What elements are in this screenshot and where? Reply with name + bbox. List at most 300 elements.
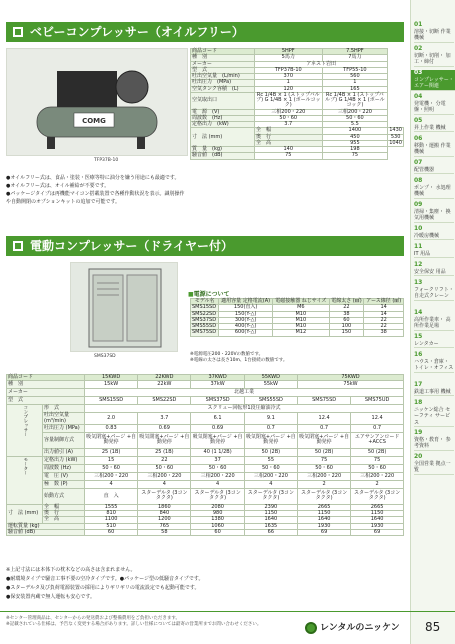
sidebar-item-number: 17 [414, 381, 423, 388]
cell: 1860 [138, 504, 191, 510]
table-row [7, 381, 404, 389]
cell: 50・60 [138, 464, 191, 472]
dims-group: 寸 法 (mm) [191, 128, 255, 147]
column-header: 55KWD [244, 375, 297, 381]
sidebar-item-number: 04 [414, 93, 423, 100]
cell: 全 高 [255, 140, 323, 146]
cell: M10 [273, 311, 329, 317]
cell: 吸気閉塞+パージ +自動発停 [244, 432, 297, 448]
cell: 吸気閉塞+パージ +自動発停 [138, 432, 191, 448]
column-header: 15KWD [84, 375, 137, 381]
group-motor: モーター [7, 456, 43, 504]
square-icon [13, 241, 23, 251]
cell: 吐出空気量 (m³/min) [43, 413, 85, 425]
sidebar-item-label: 鉄道工事用 機械 [414, 388, 451, 395]
sidebar-item-16[interactable] [414, 352, 454, 373]
cell: 電 源 (V) [191, 109, 255, 115]
cell: 75 [322, 153, 388, 159]
sidebar-item-number: 10 [414, 225, 423, 232]
cell: SMS37SD [191, 317, 219, 323]
cell: 25 (1B) [84, 448, 137, 456]
column-header: 電磁接触器 ねじサイズ [273, 299, 329, 305]
cell: 0.69 [138, 424, 191, 432]
sidebar-item-number: 03 [414, 69, 423, 76]
power-title: ■電源について [188, 291, 230, 298]
cell: エアサンアンロード +ACCS [351, 432, 404, 448]
table-row [7, 472, 404, 480]
cell: 0.7 [297, 424, 350, 432]
cell: 2 [351, 480, 404, 488]
cell: 58 [138, 529, 191, 535]
cell: 5馬力 [255, 55, 323, 61]
sidebar-item-number: 16 [414, 351, 423, 358]
footer-legal: ※センター管理商品は、センターからの発送費および整備費用をご負担いただきます。 ※記載されている仕様は、予告なく変更する場合があります。詳しい仕様については最寄の営業所までお問い合わせください。 [6, 616, 262, 627]
sidebar-item-label: ハウス・倉庫・ トイレ・オフィス [414, 358, 454, 371]
cell: 吐出圧力 (MPa) [43, 424, 85, 432]
cell: 75 [297, 456, 350, 464]
cell: SMS55SD [191, 324, 219, 330]
photo2-caption: SMS37SD [94, 354, 116, 359]
column-header: アース線径 (㎟) [364, 299, 404, 305]
dims-group: 寸 法 (mm) [7, 504, 43, 523]
table-row [7, 529, 404, 535]
cell: 7馬力 [322, 55, 388, 61]
cell: 1430 [389, 127, 402, 134]
sidebar-item-14[interactable] [414, 310, 454, 331]
cell: 12.4 [351, 413, 404, 425]
sidebar-item-03[interactable] [411, 70, 455, 91]
column-header: モデル名 [191, 299, 219, 305]
sidebar-item-label: IT 用品 [414, 250, 431, 257]
cell: 1 [255, 80, 323, 86]
photo-label: COMG [82, 117, 106, 125]
cell: 22 [138, 456, 191, 464]
cell: 三相200・220 [138, 472, 191, 480]
cell: 50・60 [84, 464, 137, 472]
cell: 0.7 [244, 424, 297, 432]
cell: スターデルタ (3コンタクタ) [191, 488, 244, 504]
cell: 22 [364, 324, 404, 330]
cell: スターデルタ (3コンタクタ) [297, 488, 350, 504]
category-sidebar [410, 0, 455, 644]
cell: 198 [322, 147, 388, 153]
cell: 三相200・220 [297, 472, 350, 480]
group-compressor: コンプレッサー [7, 405, 43, 457]
cell: 4 [138, 480, 191, 488]
cell: 400(Y-△) [219, 324, 273, 330]
cell: 3.7 [255, 122, 323, 128]
cell: 4 [84, 480, 137, 488]
cell: 2665 [297, 504, 350, 510]
cell: 三相200・220 [191, 472, 244, 480]
cell: 奥 行 [43, 511, 85, 517]
cell: 1640 [297, 517, 350, 523]
cell: 14 [364, 305, 404, 311]
cell: 2.0 [84, 413, 137, 425]
cell: 50 (2B) [351, 448, 404, 456]
cell: 1 [322, 80, 388, 86]
cell: 三相200・220 [84, 472, 137, 480]
cell: 2665 [351, 504, 404, 510]
cell: 三相200・220 [255, 109, 323, 115]
cell: 吸気閉塞+パージ +自動発停 [297, 432, 350, 448]
cell: 165 [322, 86, 388, 92]
sidebar-item-09[interactable] [414, 202, 454, 223]
cell: 40 (1 1/2B) [191, 448, 244, 456]
cell: 600(Y-△) [219, 330, 273, 336]
column-header: 商品コード [7, 375, 85, 381]
logo-icon [305, 622, 317, 634]
cell: 810 [84, 511, 137, 517]
cell: 1635 [244, 523, 297, 529]
package-compressor-illustration [71, 263, 179, 353]
sidebar-item-label: 発電機・ 分電盤・照明 [414, 100, 446, 113]
cell: 75 [255, 153, 323, 159]
cell: 1150 [297, 511, 350, 517]
cell: 吸気閉塞+パージ +自動発停 [84, 432, 137, 448]
cell: 奥 行 [255, 134, 323, 140]
cell: 1930 [351, 523, 404, 529]
cell: 150 [329, 330, 364, 336]
sidebar-item-label: 昇上作業 機械 [414, 124, 446, 131]
cell: 空気タンク容積 (L) [191, 86, 255, 92]
cell: 50・60 [191, 464, 244, 472]
cell: 定格出力 (kW) [43, 456, 85, 464]
section1-notes: ●オイルフリー式は、食品・塗装・医療等特に油分を嫌う用途にも最適です。 ●オイルフリー式は、オイル補給が不要です。 ●パッケージタイプは再機能マイコン搭載装置で各種作動状況を表示。識別操作や自動開閉のオプションキットの追加で可能です。 [6, 175, 185, 205]
cell: 定格出力 (kW) [191, 122, 255, 128]
sidebar-item-number: 02 [414, 45, 423, 52]
cell: 50 (2B) [297, 448, 350, 456]
column-header: 電線太さ (㎟) [329, 299, 364, 305]
cell: SMS75UD [351, 397, 404, 405]
table-row [7, 424, 404, 432]
cell: 北越工業 [84, 389, 403, 397]
page-footer [0, 611, 455, 644]
cell: 370 [255, 74, 323, 80]
sidebar-item-label: ポンプ・ 水処理機械 [414, 184, 451, 197]
cell: 530 [388, 134, 404, 140]
cell: スターデルタ (3コンタクタ) [351, 488, 404, 504]
sidebar-item-15[interactable] [414, 334, 454, 348]
spec-table [6, 374, 404, 536]
section2-title: 電動コンプレッサー（ドライヤー付） [30, 239, 234, 253]
sidebar-item-number: 11 [414, 243, 423, 250]
cell: 三相200・220 [244, 472, 297, 480]
column-header: 22KWD [138, 375, 191, 381]
cell: 1060 [191, 523, 244, 529]
sidebar-item-number: 14 [414, 309, 423, 316]
cell: 空気取出口 [191, 92, 255, 109]
table-row [7, 389, 404, 397]
cell: 直 入 [84, 488, 137, 504]
cell: 60 [84, 529, 137, 535]
cell: SMS37SD [191, 397, 244, 405]
sidebar-item-04[interactable] [414, 94, 454, 115]
cell: 吐出圧力 (MPa) [191, 80, 255, 86]
cell: 9.1 [244, 413, 297, 425]
sidebar-item-number: 07 [414, 159, 423, 166]
sidebar-item-number: 18 [414, 399, 423, 406]
table-row [7, 480, 404, 488]
cell: 騒音値 (dB) [191, 153, 255, 159]
cell: 容量制御方式 [43, 432, 85, 448]
cell: 1040 [389, 139, 402, 146]
sidebar-item-label: 移動・運搬 作業機械 [414, 142, 451, 155]
cell: スターデルタ (3コンタクタ) [138, 488, 191, 504]
table-row [7, 413, 404, 425]
column-header: 適用容量 定格電流(A) [219, 299, 273, 305]
cell: 50 (2B) [244, 448, 297, 456]
cell: M10 [273, 324, 329, 330]
sidebar-item-label: 高所作業車・ 高所作業足場 [414, 316, 451, 329]
sidebar-item-label: 全国営業 拠点一覧 [414, 460, 451, 473]
section2-banner [6, 236, 404, 256]
sidebar-item-label: コンプレッサー・ エアー関連 [414, 76, 454, 89]
sidebar-item-label: 溶接・切断 作業機械 [414, 28, 451, 41]
compressor-illustration [7, 49, 189, 157]
cell: 12.4 [297, 413, 350, 425]
cell: 1200 [138, 517, 191, 523]
cell: 510 [84, 523, 137, 529]
cell: アネスト岩田 [255, 61, 388, 67]
photo1-caption: TFP37B-10 [94, 158, 119, 163]
power-table [190, 298, 404, 337]
cell: 765 [138, 523, 191, 529]
sidebar-item-12[interactable] [414, 262, 454, 276]
table-row [7, 456, 404, 464]
sidebar-item-number: 15 [414, 333, 423, 340]
cell: メーカー [7, 389, 85, 397]
cell: SMS15SD [84, 397, 137, 405]
cell: 60 [329, 317, 364, 323]
sidebar-item-label: 資格・教育・ 参考資料 [414, 436, 451, 449]
cell: 75kW [297, 381, 403, 389]
sms-photo [70, 262, 178, 352]
section1-banner [6, 22, 404, 42]
cell: SMS22SD [191, 311, 219, 317]
cell: 25 (1B) [138, 448, 191, 456]
baby-compressor-table: 商品コード 5HPF 7.5HPF 種 別 5馬力 7馬力 メーカー アネスト岩田 型 式 TFP37B-10 TFP55-10 吐出空気量 (L/min) 370 560 吐出圧力 (MPa) 1 1 空気タンク容積 (L) 120 165 空気取出口 Rc 1/4B × 1 (ストップバルブ) G 1/4B × 1 (ボールコック) Rc 1/4B × 1 (ストップバルブ) G 1/4B × 1 (ボールコック) 電 源 (V) 三相200・220 三相200・220 周波数 (Hz) 50・60 50・60 定格出力 (kW) 3.7 5.5 寸 法 (mm) 全 幅 1400 1430 奥 行 450 530 全 高 955 1040 質 量 (kg) 140 198 騒音値 (dB) 75 75 [192, 48, 402, 159]
cell: 69 [297, 529, 350, 535]
sidebar-item-label: レンタカー [414, 340, 439, 347]
cell: 66 [244, 529, 297, 535]
sidebar-item-label: 安全保安 用品 [414, 268, 446, 275]
cell: 1640 [244, 517, 297, 523]
sidebar-item-label: 清掃・集塵・ 換気用機械 [414, 208, 451, 221]
cell: Rc 1/4B × 1 (ストップバルブ) G 1/4B × 1 (ボールコック) [322, 92, 388, 109]
sidebar-item-label: 配管機器 [414, 166, 435, 173]
cell: 0.7 [351, 424, 404, 432]
cell: SMS22SD [138, 397, 191, 405]
column-header: 37KWD [191, 375, 244, 381]
compressor-photo [6, 48, 188, 156]
cell: 3.7 [138, 413, 191, 425]
cell: 1555 [84, 504, 137, 510]
table-row [191, 92, 404, 109]
page-number: 85 [425, 620, 441, 634]
cell: 1930 [297, 523, 350, 529]
cell: 全 幅 [255, 128, 323, 134]
sidebar-item-18[interactable] [414, 400, 454, 427]
cell: 2080 [191, 504, 244, 510]
cell: 三相200・220 [322, 109, 388, 115]
cell: 50・60 [351, 464, 404, 472]
cell: 50・60 [244, 464, 297, 472]
power-notes: ※電源電圧200・220Vの数値です。 ※電線の太さは長さ10m、1台接続の数値です。 [190, 352, 288, 363]
cell: 電 圧 (V) [43, 472, 85, 480]
sidebar-item-number: 06 [414, 135, 423, 142]
cell: SMS75SD [191, 330, 219, 336]
square-icon [13, 27, 23, 37]
cell: 60 [191, 529, 244, 535]
table-row [7, 488, 404, 504]
cell: 吸気閉塞+パージ +自動発停 [191, 432, 244, 448]
cell: 980 [191, 511, 244, 517]
cell: 300(Y-△) [219, 317, 273, 323]
cell: 955 [322, 140, 388, 146]
cell: TFP37B-10 [255, 67, 323, 73]
cell: 質 量 (kg) [191, 147, 255, 153]
table-row [7, 432, 404, 448]
table-row [191, 330, 404, 336]
sidebar-item-number: 05 [414, 117, 423, 124]
cell: 吐出空気量 (L/min) [191, 74, 255, 80]
cell: 120 [255, 86, 323, 92]
sidebar-item-20[interactable] [414, 454, 454, 475]
cell: 840 [138, 511, 191, 517]
cell: 0.83 [84, 424, 137, 432]
cell: 1400 [322, 128, 388, 134]
cell: 1100 [84, 517, 137, 523]
sidebar-item-02[interactable] [414, 46, 454, 67]
sidebar-item-number: 09 [414, 201, 423, 208]
cell: SMS15SD [191, 305, 219, 311]
sidebar-item-label: フォークリフト・ 自走式クレーン [414, 286, 454, 299]
sidebar-item-label: 切断・切削・ 加工・締付 [414, 52, 451, 65]
cell: 4 [244, 480, 297, 488]
cell: 1150 [351, 511, 404, 517]
cell: 38 [364, 330, 404, 336]
cell: 69 [351, 529, 404, 535]
cell: 450 [322, 134, 388, 140]
cell: 周波数 (Hz) [191, 115, 255, 121]
sidebar-item-number: 08 [414, 177, 423, 184]
cell: 50・60 [255, 115, 323, 121]
cell: 型 式 [7, 397, 85, 405]
cell: SMS55SD [244, 397, 297, 405]
cell: 1380 [191, 517, 244, 523]
column-header: 75KWD [297, 375, 403, 381]
cell: 出力値引 (A) [43, 448, 85, 456]
sidebar-item-08[interactable] [414, 178, 454, 199]
cell: 22 [329, 305, 364, 311]
cell: 0.69 [191, 424, 244, 432]
sidebar-item-number: 13 [414, 279, 423, 286]
cell: 始動方式 [43, 488, 85, 504]
cell: メーカー [191, 61, 255, 67]
sidebar-item-05[interactable] [414, 118, 454, 132]
cell: 55 [244, 456, 297, 464]
cell: 5.5 [322, 122, 388, 128]
cell: 37 [191, 456, 244, 464]
cell: 75 [351, 456, 404, 464]
cell: 22 [364, 317, 404, 323]
cell: 560 [322, 74, 388, 80]
cell: 極 数 (P) [43, 480, 85, 488]
cell: 22kW [138, 381, 191, 389]
cell: 55kW [244, 381, 297, 389]
sidebar-item-13[interactable] [414, 280, 454, 301]
cell: 150(Y-△) [219, 311, 273, 317]
cell: 騒音値 (dB) [7, 529, 85, 535]
table-row [7, 397, 404, 405]
table-row [7, 448, 404, 456]
cell: 15kW [84, 381, 137, 389]
sidebar-item-19[interactable] [414, 430, 454, 451]
cell: 全 幅 [43, 504, 85, 510]
cell: 4 [191, 480, 244, 488]
cell: M6 [273, 305, 329, 311]
cell: TFP55-10 [322, 67, 388, 73]
cell: Rc 1/4B × 1 (ストップバルブ) G 1/4B × 1 (ボールコック) [256, 91, 321, 109]
cell: 種 別 [191, 55, 255, 61]
sidebar-item-number: 01 [414, 21, 423, 28]
sidebar-item-label: 冷暖房機械 [414, 232, 440, 239]
nikken-logo: レンタルのニッケン [305, 620, 400, 634]
table-row [191, 153, 404, 159]
sidebar-item-number: 12 [414, 261, 423, 268]
cell: 周波数 (Hz) [43, 464, 85, 472]
section1-title: ベビーコンプレッサー（オイルフリー） [30, 25, 244, 39]
sidebar-item-11[interactable] [414, 244, 454, 258]
sidebar-item-06[interactable] [414, 136, 454, 157]
cell: 6.1 [191, 413, 244, 425]
cell: 1150 [244, 511, 297, 517]
cell: 1640 [351, 517, 404, 523]
cell: 種 別 [7, 381, 85, 389]
cell: 14 [364, 311, 404, 317]
sidebar-item-07[interactable] [414, 160, 454, 174]
cell: スクリュー回転形1段圧縮油冷式 [84, 405, 403, 413]
cell: 37kW [191, 381, 244, 389]
cell: 全 高 [43, 517, 85, 523]
cell: 運転質量 (kg) [7, 523, 85, 529]
cell: 100 [329, 324, 364, 330]
cell: 三相200・220 [351, 472, 404, 480]
cell: スターデルタ (3コンタクタ) [244, 488, 297, 504]
cell: SMS75SD [297, 397, 350, 405]
cell: 15 [84, 456, 137, 464]
sidebar-item-01[interactable] [414, 22, 454, 43]
cell: 型 式 [191, 67, 255, 73]
sidebar-item-17[interactable] [414, 382, 454, 396]
cell: 140 [255, 147, 323, 153]
section2-notes: ※上記寸法には本体下の枕木などの高さは含まれません。 ●耐環境タイプで騒音工事不要の空冷タイプです。●パッケージ型の低騒音タイプです。 ●スターデルタ及び負荷電源装置の採用によりギリギリの電流設定でも起動可能です。 ●保安装置内蔵で無人運転も安心です。 [6, 567, 204, 600]
sidebar-item-number: 19 [414, 429, 423, 436]
cell: 50・60 [297, 464, 350, 472]
cell: 50・60 [322, 115, 388, 121]
cell: 38 [329, 311, 364, 317]
table-row [7, 464, 404, 472]
sidebar-item-label: ニッケン総合 セーフティ サービス [414, 406, 451, 426]
cell: 形 式 [43, 405, 85, 413]
cell: 2 [297, 480, 350, 488]
sidebar-item-number: 20 [414, 453, 423, 460]
sidebar-item-10[interactable] [414, 226, 454, 240]
cell: 150(直入) [219, 305, 273, 311]
cell: M12 [273, 330, 329, 336]
cell: M10 [273, 317, 329, 323]
